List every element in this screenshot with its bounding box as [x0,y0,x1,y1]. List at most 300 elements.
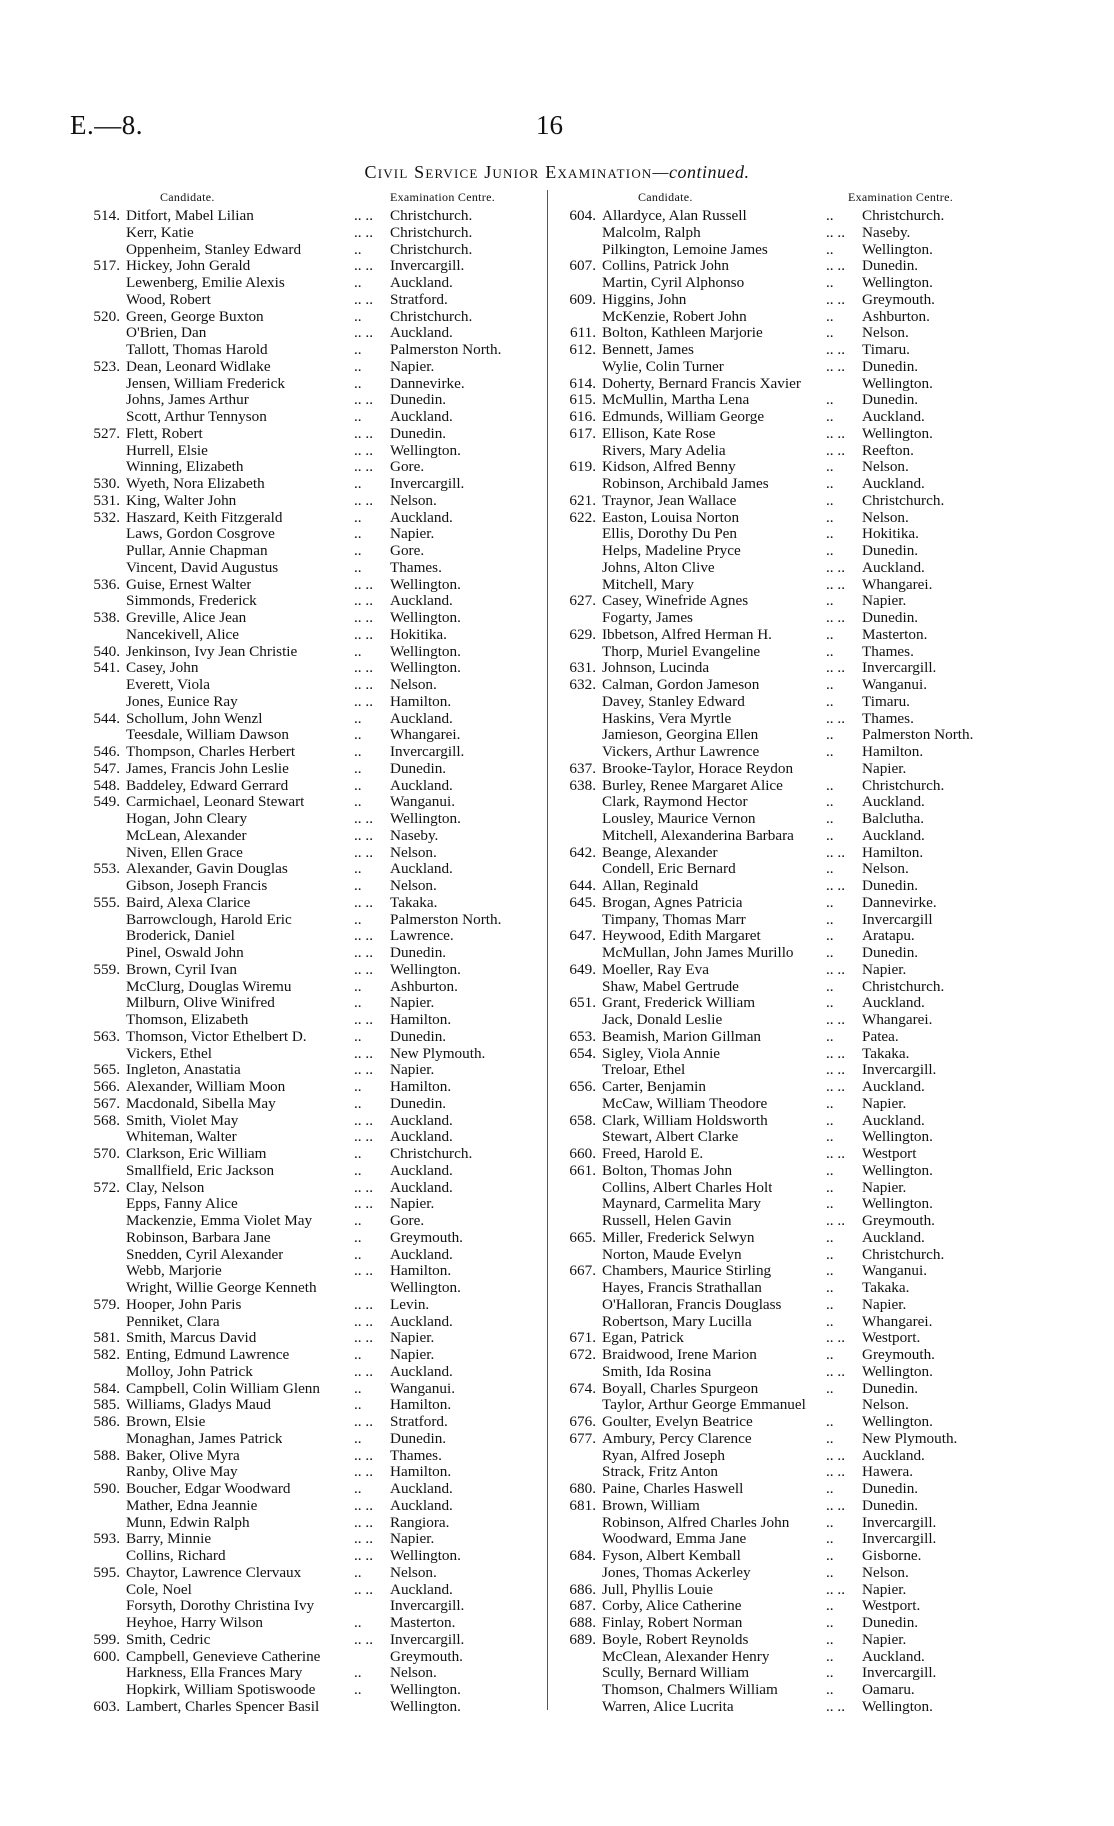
candidate-name: Jack, Donald Leslie [602,1012,723,1028]
candidate-name: Ellison, Kate Rose [602,425,716,442]
candidate-row [556,543,1056,560]
candidate-name: Robinson, Alfred Charles John [602,1514,790,1531]
leader-dots: .. .. [826,609,845,626]
examination-centre: Hamilton. [390,1463,452,1481]
candidate-name: Wright, Willie George Kenneth [126,1280,317,1296]
candidate-number: 523. [93,357,120,375]
leader-dots: .. .. [354,1312,373,1330]
candidate-name: Condell, Eric Bernard [602,861,736,878]
examination-centre: Takaka. [390,893,438,911]
candidate-name: Vincent, David Augustus [126,559,279,576]
candidate-row [84,1397,544,1414]
candidate-row [556,1046,1056,1063]
examination-centre: Dunedin. [390,1429,447,1447]
examination-centre: Westport. [862,1329,921,1347]
candidate-row [556,1649,1056,1666]
candidate-name: Heyhoe, Harry Wilson [126,1615,264,1631]
candidate-row [556,794,1056,811]
leader-dots: .. .. [826,709,845,727]
candidate-number: 570. [93,1145,120,1162]
examination-centre: Wellington. [862,424,933,442]
candidate-row [84,359,544,376]
candidate-name: Barry, Minnie [126,1531,212,1548]
examination-centre: Dunedin. [390,944,447,961]
leader-dots: .. .. [354,659,373,677]
candidate-number: 579. [93,1295,120,1313]
leader-dots: .. .. [826,1463,845,1481]
leader-dots: .. .. [826,1329,845,1347]
candidate-name: Wood, Robert [126,291,211,308]
candidate-name: Doherty, Bernard Francis Xavier [602,375,801,392]
examination-centre: Napier. [390,1346,435,1363]
candidate-name: Epps, Fanny Alice [126,1196,238,1213]
candidate-number: 582. [93,1346,120,1363]
candidate-number: 649. [569,960,596,978]
candidate-row [556,945,1056,962]
candidate-row [84,610,544,627]
leader-dots: .. .. [354,575,373,593]
candidate-number: 651. [569,994,596,1012]
leader-dots: .. [826,1413,834,1430]
candidate-name: O'Brien, Dan [126,325,207,342]
candidate-name: Hooper, John Paris [126,1296,242,1313]
leader-dots: .. .. [354,1011,373,1028]
candidate-row [556,342,1056,359]
candidate-row [84,677,544,694]
leader-dots: .. .. [354,441,373,459]
candidate-row [84,761,544,778]
candidate-name: Green, George Buxton [126,308,264,325]
examination-centre: Christchurch. [862,207,945,224]
examination-centre: Hamilton. [390,1078,452,1095]
candidate-number: 638. [569,776,596,794]
candidate-row [84,644,544,661]
candidate-number: 637. [569,759,596,777]
examination-centre: Greymouth. [390,1647,463,1665]
leader-dots: .. .. [826,341,845,358]
candidate-row [556,1397,1056,1414]
leader-dots: .. [826,642,834,660]
leader-dots: .. [354,793,362,811]
leader-dots: .. .. [354,1413,373,1430]
candidate-name: Collins, Albert Charles Holt [602,1179,773,1196]
examination-centre: Gore. [390,458,425,476]
leader-dots: .. .. [354,207,373,224]
candidate-name: McKenzie, Robert John [602,308,747,325]
candidate-row [556,1079,1056,1096]
candidate-number: 607. [569,257,596,275]
candidate-row [556,828,1056,845]
candidate-name: Thomson, Elizabeth [126,1012,249,1028]
candidate-name: Chambers, Maurice Stirling [602,1263,772,1280]
candidate-name: Maynard, Carmelita Mary [602,1196,761,1213]
candidate-name: Thorp, Muriel Evangeline [602,643,761,660]
examination-centre: Auckland. [390,1496,453,1514]
candidate-row [556,727,1056,744]
candidate-name: Clay, Nelson [126,1179,205,1196]
examination-centre: Invercargill. [862,1530,937,1548]
examination-centre: Wellington. [862,1697,933,1715]
candidate-row [84,627,544,644]
leader-dots: .. .. [826,1446,845,1464]
examination-centre: Westport [862,1145,917,1162]
candidate-name: Scully, Bernard William [602,1665,750,1682]
candidate-row [556,593,1056,610]
candidate-number: 548. [93,776,120,794]
candidate-row [84,1649,544,1666]
examination-centre: Auckland. [862,1228,925,1246]
leader-dots: .. .. [826,1011,845,1028]
leader-dots: .. .. [354,1061,373,1079]
candidate-name: Ingleton, Anastatia [126,1062,241,1079]
examination-centre: Napier. [390,1530,435,1548]
candidate-row [84,1113,544,1130]
candidate-row [84,1012,544,1029]
leader-dots: .. .. [354,692,373,710]
examination-centre: Christchurch. [390,207,473,224]
candidate-name: Davey, Stanley Edward [602,693,745,710]
examination-centre: Auckland. [862,1446,925,1464]
candidate-name: Martin, Cyril Alphonso [602,275,745,291]
examination-centre: Rangiora. [390,1513,450,1531]
candidate-row [556,443,1056,460]
leader-dots: .. [826,324,834,342]
leader-dots: .. [826,1245,834,1263]
examination-centre: Invercargill. [390,1597,465,1615]
leader-dots: .. [826,1295,834,1313]
leader-dots: .. [826,810,834,827]
examination-centre: Napier. [390,994,435,1012]
candidate-row [84,560,544,577]
candidate-row [556,694,1056,711]
candidate-name: Wylie, Colin Turner [602,358,724,375]
leader-dots: .. .. [354,1463,373,1481]
leader-dots: .. [826,743,834,760]
candidate-name: Milburn, Olive Winifred [126,995,275,1012]
leader-dots: .. .. [354,491,373,509]
leader-dots: .. [826,1161,834,1179]
examination-centre: Nelson. [390,491,437,509]
candidate-name: McMullan, John James Murillo [602,945,794,961]
candidate-row [556,1062,1056,1079]
candidate-name: Cole, Noel [126,1581,192,1598]
leader-dots: .. .. [826,1078,845,1095]
candidate-name: Boyle, Robert Reynolds [602,1631,749,1648]
leader-dots: .. .. [826,1362,845,1380]
candidate-number: 563. [93,1027,120,1045]
candidate-name: Kerr, Katie [126,224,194,241]
candidate-number: 559. [93,960,120,978]
leader-dots: .. [354,1245,362,1263]
leader-dots: .. [354,977,362,995]
candidate-name: Simmonds, Frederick [126,593,257,610]
examination-centre: Auckland. [862,475,925,492]
examination-centre: Masterton. [390,1614,456,1631]
leader-dots: .. [354,1078,362,1095]
candidate-number: 540. [93,642,120,660]
leader-dots: .. .. [826,1580,845,1598]
candidate-row [84,711,544,728]
candidate-row [84,828,544,845]
examination-centre: Stratford. [390,1413,448,1430]
candidate-number: 611. [569,324,596,342]
candidate-row [556,526,1056,543]
candidate-row [84,1531,544,1548]
candidate-name: King, Walter John [126,492,237,509]
leader-dots: .. [354,1094,362,1112]
examination-centre: Dunedin. [390,759,447,777]
leader-dots: .. [826,1480,834,1497]
candidate-row [84,1247,544,1264]
candidate-row [84,878,544,895]
candidate-row [84,1431,544,1448]
examination-centre: Auckland. [390,324,453,342]
examination-centre: Levin. [390,1295,430,1313]
examination-centre: Gore. [390,1212,425,1229]
candidate-row [84,1029,544,1046]
examination-centre: Dunedin. [390,391,447,409]
leader-dots: .. [826,391,834,409]
leader-dots: .. [826,625,834,643]
examination-centre: Invercargill. [862,1513,937,1531]
candidate-name: Smith, Violet May [126,1112,239,1129]
candidate-name: Strack, Fritz Anton [602,1464,719,1481]
examination-centre: Dunedin. [862,609,919,626]
candidate-number: 615. [569,391,596,409]
candidate-name: Baddeley, Edward Gerrard [126,777,289,794]
leader-dots: .. [354,860,362,878]
examination-centre: Christchurch. [862,776,945,794]
candidate-name: Robinson, Barbara Jane [126,1229,271,1246]
leader-dots: .. [354,1145,362,1162]
candidate-name: Corby, Alice Catherine [602,1598,742,1615]
leader-dots: .. [354,1396,362,1414]
candidate-row [84,1163,544,1180]
candidate-name: Molloy, John Patrick [126,1363,253,1380]
candidate-name: Williams, Gladys Maud [126,1397,271,1414]
leader-dots: .. .. [354,960,373,978]
candidate-row [84,392,544,409]
candidate-name: Heywood, Edith Margaret [602,928,761,945]
examination-centre: Napier. [390,525,435,543]
candidate-row [556,242,1056,259]
examination-centre: Napier. [390,1329,435,1347]
candidate-row [556,962,1056,979]
candidate-row [556,208,1056,225]
examination-centre: Wanganui. [390,793,455,811]
leader-dots: .. [354,759,362,777]
candidate-name: Russell, Helen Gavin [602,1213,732,1229]
candidate-name: Burley, Renee Margaret Alice [602,777,783,794]
candidate-name: Campbell, Colin William Glenn [126,1380,320,1397]
examination-centre: Takaka. [862,1044,910,1062]
candidate-number: 661. [569,1161,596,1179]
candidate-row [556,1515,1056,1532]
candidate-number: 595. [93,1563,120,1581]
leader-dots: .. [826,1664,834,1682]
candidate-name: Ellis, Dorothy Du Pen [602,526,737,543]
leader-dots: .. [826,944,834,961]
examination-centre: Wellington. [862,1128,933,1146]
examination-centre: Wellington. [862,1161,933,1179]
candidate-name: Ditfort, Mabel Lilian [126,208,254,224]
candidate-row [556,1548,1056,1565]
leader-dots: .. .. [354,1262,373,1280]
candidate-row [84,1196,544,1213]
examination-centre: Palmerston North. [390,341,502,358]
candidate-row [556,778,1056,795]
candidate-name: Broderick, Daniel [126,928,235,945]
candidate-number: 514. [93,207,120,224]
leader-dots: .. [826,1530,834,1548]
candidate-name: Ambury, Percy Clarence [602,1430,752,1447]
candidate-row [556,995,1056,1012]
candidate-name: Bolton, Thomas John [602,1162,733,1179]
examination-centre: Wellington. [862,274,933,291]
candidate-row [556,1029,1056,1046]
leader-dots: .. .. [354,257,373,275]
examination-centre: Invercargill. [862,659,937,677]
candidate-name: Beamish, Marion Gillman [602,1028,762,1045]
examination-centre: Dunedin. [862,944,919,961]
leader-dots: .. .. [354,1329,373,1347]
candidate-number: 593. [93,1530,120,1548]
leader-dots: .. .. [826,659,845,677]
centre-header: Examination Centre. [848,190,954,204]
candidate-row [84,1364,544,1381]
candidate-name: Allardyce, Alan Russell [602,208,747,224]
examination-centre: Christchurch. [390,307,473,325]
candidate-number: 546. [93,743,120,760]
examination-centre: Wellington. [390,1681,461,1698]
leader-dots: .. .. [354,391,373,409]
candidate-name: Brown, Cyril Ivan [126,961,237,978]
examination-centre: Wellington. [390,575,461,593]
candidate-name: Haskins, Vera Myrtle [602,710,732,727]
candidate-row [84,845,544,862]
examination-centre: Auckland. [862,793,925,811]
candidate-row [556,1180,1056,1197]
candidate-row [556,1464,1056,1481]
candidate-number: 581. [93,1329,120,1347]
leader-dots: .. [354,743,362,760]
leader-dots: .. [354,877,362,894]
leader-dots: .. [354,307,362,325]
candidate-name: Everett, Viola [126,677,210,693]
candidate-name: McClean, Alexander Henry [602,1648,770,1665]
examination-centre: Thames. [390,558,442,576]
candidate-name: McCaw, William Theodore [602,1095,768,1112]
examination-centre: Wellington. [862,1413,933,1430]
candidate-number: 676. [569,1413,596,1430]
examination-centre: Masterton. [862,625,928,643]
candidate-name: James, Francis John Leslie [126,760,289,777]
candidate-number: 567. [93,1094,120,1112]
examination-centre: Aratapu. [862,927,915,945]
examination-centre: Nelson. [390,676,437,693]
leader-dots: .. .. [826,257,845,275]
leader-dots: .. [354,1379,362,1397]
candidate-row [556,811,1056,828]
leader-dots: .. [354,1346,362,1363]
candidate-name: Fyson, Albert Kemball [602,1548,741,1564]
candidate-row [556,376,1056,393]
examination-centre: Wellington. [390,810,461,827]
title-suffix: —continued. [652,162,750,182]
leader-dots: .. .. [826,575,845,593]
examination-centre: Hamilton. [390,692,452,710]
candidate-name: Mather, Edna Jeannie [126,1497,258,1514]
examination-centre: Auckland. [390,408,453,425]
examination-centre: Invercargill [862,910,933,928]
candidate-row [84,778,544,795]
candidate-number: 644. [569,877,596,894]
right-column-header [556,190,1056,208]
leader-dots: .. [826,1630,834,1648]
candidate-name: Ranby, Olive May [126,1464,238,1481]
examination-centre: Dunedin. [862,257,919,275]
candidate-row [556,761,1056,778]
candidate-row [556,1381,1056,1398]
examination-centre: Hawera. [862,1463,914,1481]
page-number: 16 [536,110,563,140]
leader-dots: .. [826,726,834,744]
candidate-number: 599. [93,1630,120,1648]
examination-centre: Napier. [390,1061,435,1079]
candidate-name: Stewart, Albert Clarke [602,1129,739,1146]
candidate-row [556,577,1056,594]
examination-centre: Invercargill. [862,1061,937,1079]
examination-centre: Nelson. [862,1563,909,1581]
candidate-number: 549. [93,793,120,811]
candidate-number: 544. [93,709,120,727]
candidate-name: Niven, Ellen Grace [126,844,243,861]
examination-centre: Dannevirke. [862,893,937,911]
leader-dots: .. [826,1195,834,1213]
candidate-name: Winning, Elizabeth [126,459,244,476]
examination-centre: Wellington. [862,1195,933,1213]
candidate-row [84,912,544,929]
candidate-row [84,1079,544,1096]
candidate-name: Thomson, Victor Ethelbert D. [126,1028,307,1045]
candidate-row [84,1347,544,1364]
candidate-row [556,1146,1056,1163]
candidate-name: Fogarty, James [602,610,693,626]
leader-dots: .. .. [826,960,845,978]
examination-centre: Wellington. [390,1547,461,1564]
candidate-row [84,342,544,359]
title-main: Civil Service Junior Examination [364,162,653,182]
leader-dots: .. .. [354,1111,373,1129]
leader-dots: .. [354,274,362,291]
candidate-row [84,694,544,711]
candidate-row [84,895,544,912]
candidate-name: Hayes, Francis Strathallan [602,1280,762,1296]
candidate-name: Monaghan, James Patrick [126,1430,283,1447]
candidate-number: 586. [93,1413,120,1430]
candidate-name: Easton, Louisa Norton [602,509,740,526]
candidate-number: 612. [569,341,596,358]
examination-centre: Whangarei. [390,726,461,744]
candidate-row [556,510,1056,527]
candidate-name: Kidson, Alfred Benny [602,459,736,476]
candidate-row [84,1682,544,1699]
examination-centre: Dunedin. [862,877,919,894]
candidate-name: Brooke-Taylor, Horace Reydon [602,760,794,777]
examination-centre: Dunedin. [862,1480,919,1497]
candidate-number: 689. [569,1630,596,1648]
examination-centre: Thames. [862,642,914,660]
